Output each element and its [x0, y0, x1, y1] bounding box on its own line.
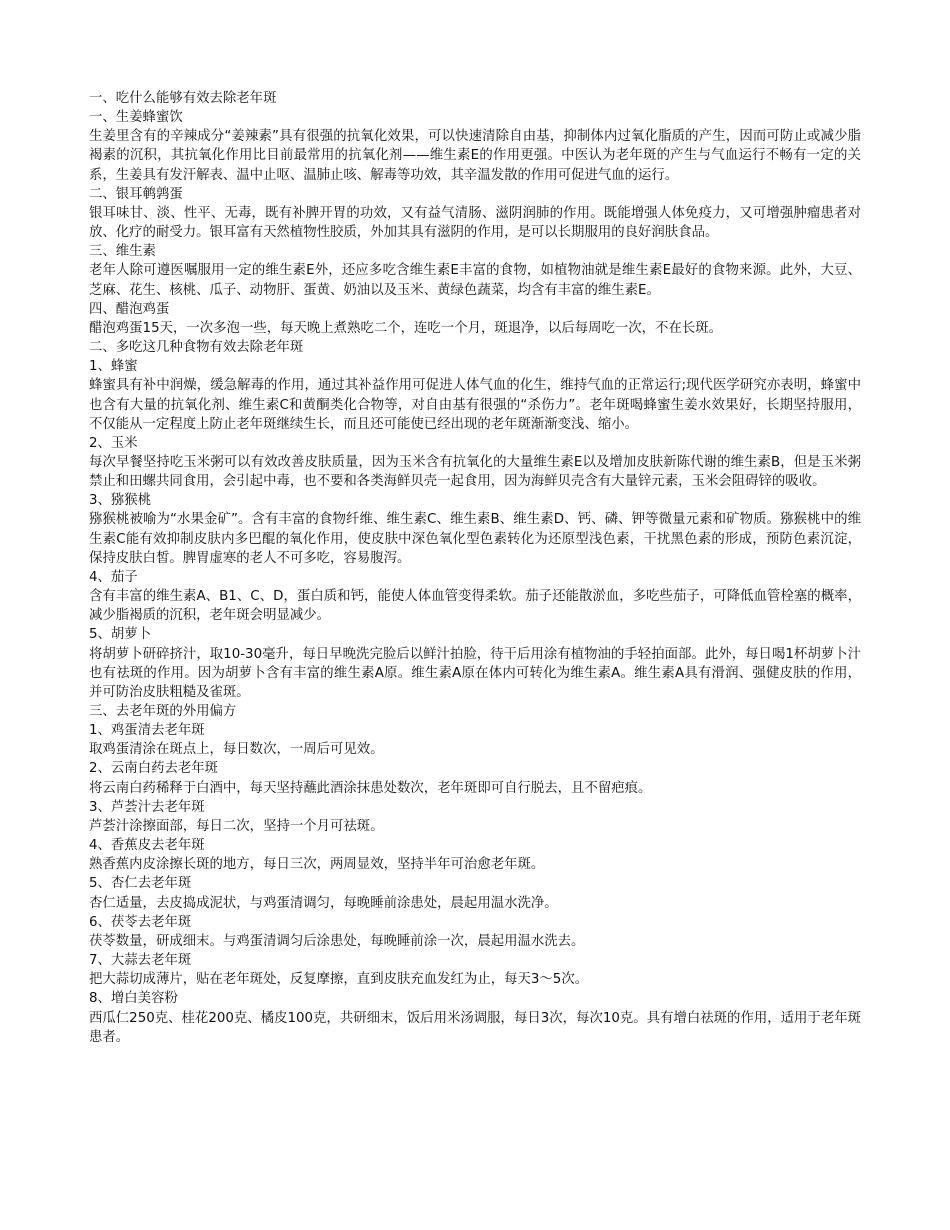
paragraph: 芦荟汁涂擦面部，每日二次，坚持一个月可祛斑。	[89, 818, 384, 834]
section-heading: 2、云南白药去老年斑	[89, 761, 219, 777]
paragraph: 含有丰富的维生素A、B1、C、D，蛋白质和钙，能使人体血管变得柔软。茄子还能散淤血，多吃些茄子，可降低血管栓塞的概率，减少脂褐质的沉积，老年斑会明显减少。	[89, 589, 861, 624]
paragraph: 将胡萝卜研碎挤汁，取10-30毫升，每日早晚洗完脸后以鲜汁拍脸，待干后用涂有植物油的手轻拍面部。此外，每日喝1杯胡萝卜汁也有祛斑的作用。因为胡萝卜含有丰富的维生素A原。维生素A原在体内可转化为维生素A。维生素A具有滑润、强健皮肤的作用，并可防治皮肤粗糙及雀斑。	[89, 646, 861, 700]
section-heading: 三、维生素	[89, 244, 156, 260]
section-heading: 1、鸡蛋清去老年斑	[89, 723, 205, 739]
section-heading: 5、杏仁去老年斑	[89, 876, 192, 892]
section-heading: 3、芦荟汁去老年斑	[89, 799, 205, 815]
paragraph: 醋泡鸡蛋15天，一次多泡一些，每天晚上煮熟吃二个，连吃一个月，斑退净，以后每周吃一次，不在长斑。	[89, 320, 723, 336]
section-heading: 3、猕猴桃	[89, 493, 152, 509]
paragraph: 茯苓数量，研成细末。与鸡蛋清调匀后涂患处，每晚睡前涂一次，晨起用温水洗去。	[89, 933, 585, 949]
section-heading: 一、生姜蜂蜜饮	[89, 110, 183, 126]
section-heading: 二、多吃这几种食物有效去除老年斑	[89, 340, 304, 356]
section-heading: 6、茯苓去老年斑	[89, 914, 192, 930]
section-heading: 三、去老年斑的外用偏方	[89, 704, 237, 719]
paragraph: 每次早餐坚持吃玉米粥可以有效改善皮肤质量，因为玉米含有抗氧化的大量维生素E以及增加皮肤新陈代谢的维生素B，但是玉米粥禁止和田螺共同食用，会引起中毒，也不要和各类海鲜贝壳一起食用，因为海鲜贝壳含有大量锌元素，玉米会阻碍锌的吸收。	[89, 454, 861, 490]
section-heading: 8、增白美容粉	[89, 991, 178, 1007]
paragraph: 熟香蕉内皮涂擦长斑的地方，每日三次，两周显效，坚持半年可治愈老年斑。	[89, 857, 545, 873]
paragraph: 生姜里含有的辛辣成分“姜辣素”具有很强的抗氧化效果，可以快速清除自由基，抑制体内过氧化脂质的产生，因而可防止或减少脂褐素的沉积，其抗氧化作用比目前最常用的抗氧化剂——维生素E的作用更强。中医认为老年斑的产生与气血运行不畅有一定的关系，生姜具有发汗解表、温中止呕、温肺止咳、解毒等功效，其辛温发散的作用可促进气血的运行。	[89, 129, 861, 183]
paragraph: 西瓜仁250克、桂花200克、橘皮100克，共研细末，饭后用米汤调服，每日3次，每次10克。具有增白祛斑的作用，适用于老年斑患者。	[89, 1010, 861, 1045]
section-heading: 4、香蕉皮去老年斑	[89, 838, 205, 854]
paragraph: 将云南白药稀释于白酒中，每天坚持蘸此酒涂抹患处数次，老年斑即可自行脱去，且不留疤痕。	[89, 780, 652, 796]
paragraph: 银耳味甘、淡、性平、无毒，既有补脾开胃的功效，又有益气清肠、滋阴润肺的作用。既能增强人体免疫力，又可增强肿瘤患者对放、化疗的耐受力。银耳富有天然植物性胶质，外加其具有滋阴的作用，是可以长期服用的良好润肤食品。	[89, 205, 861, 241]
section-heading: 7、大蒜去老年斑	[89, 953, 192, 969]
section-heading: 5、胡萝卜	[89, 627, 152, 643]
document-body	[89, 89, 861, 1047]
paragraph: 老年人除可遵医嘱服用一定的维生素E外，还应多吃含维生素E丰富的食物，如植物油就是维生素E最好的食物来源。此外，大豆、芝麻、花生、核桃、瓜子、动物肝、蛋黄、奶油以及玉米、黄绿色蔬菜，均含有丰富的维生素E。	[89, 263, 861, 298]
paragraph: 猕猴桃被喻为“水果金矿”。含有丰富的食物纤维、维生素C、维生素B、维生素D、钙、磷、钾等微量元素和矿物质。猕猴桃中的维生素C能有效抑制皮肤内多巴醌的氧化作用，使皮肤中深色氧化型色素转化为还原型浅色素，干扰黑色素的形成，预防色素沉淀，保持皮肤白皙。脾胃虚寒的老人不可多吃，容易腹泻。	[89, 512, 861, 566]
section-heading: 2、玉米	[89, 435, 138, 451]
section-heading: 一、吃什么能够有效去除老年斑	[89, 91, 277, 106]
section-heading: 4、茄子	[89, 569, 138, 585]
section-heading: 1、蜂蜜	[89, 359, 138, 375]
section-heading: 四、醋泡鸡蛋	[89, 301, 170, 317]
paragraph: 杏仁适量，去皮捣成泥状，与鸡蛋清调匀，每晚睡前涂患处，晨起用温水洗净。	[89, 895, 558, 911]
paragraph: 取鸡蛋清涂在斑点上，每日数次，一周后可见效。	[89, 742, 384, 758]
paragraph: 把大蒜切成薄片，贴在老年斑处，反复摩擦，直到皮肤充血发红为止，每天3～5次。	[89, 972, 589, 988]
section-heading: 二、银耳鹌鹑蛋	[89, 186, 183, 202]
paragraph: 蜂蜜具有补中润燥，缓急解毒的作用，通过其补益作用可促进人体气血的化生，维持气血的正常运行;现代医学研究亦表明，蜂蜜中也含有大量的抗氧化剂、维生素C和黄酮类化合物等，对自由基有很强的“杀伤力”。老年斑喝蜂蜜生姜水效果好，长期坚持服用，不仅能从一定程度上防止老年斑继续生长，而且还可能使已经出现的老年斑渐渐变浅、缩小。	[89, 378, 861, 432]
